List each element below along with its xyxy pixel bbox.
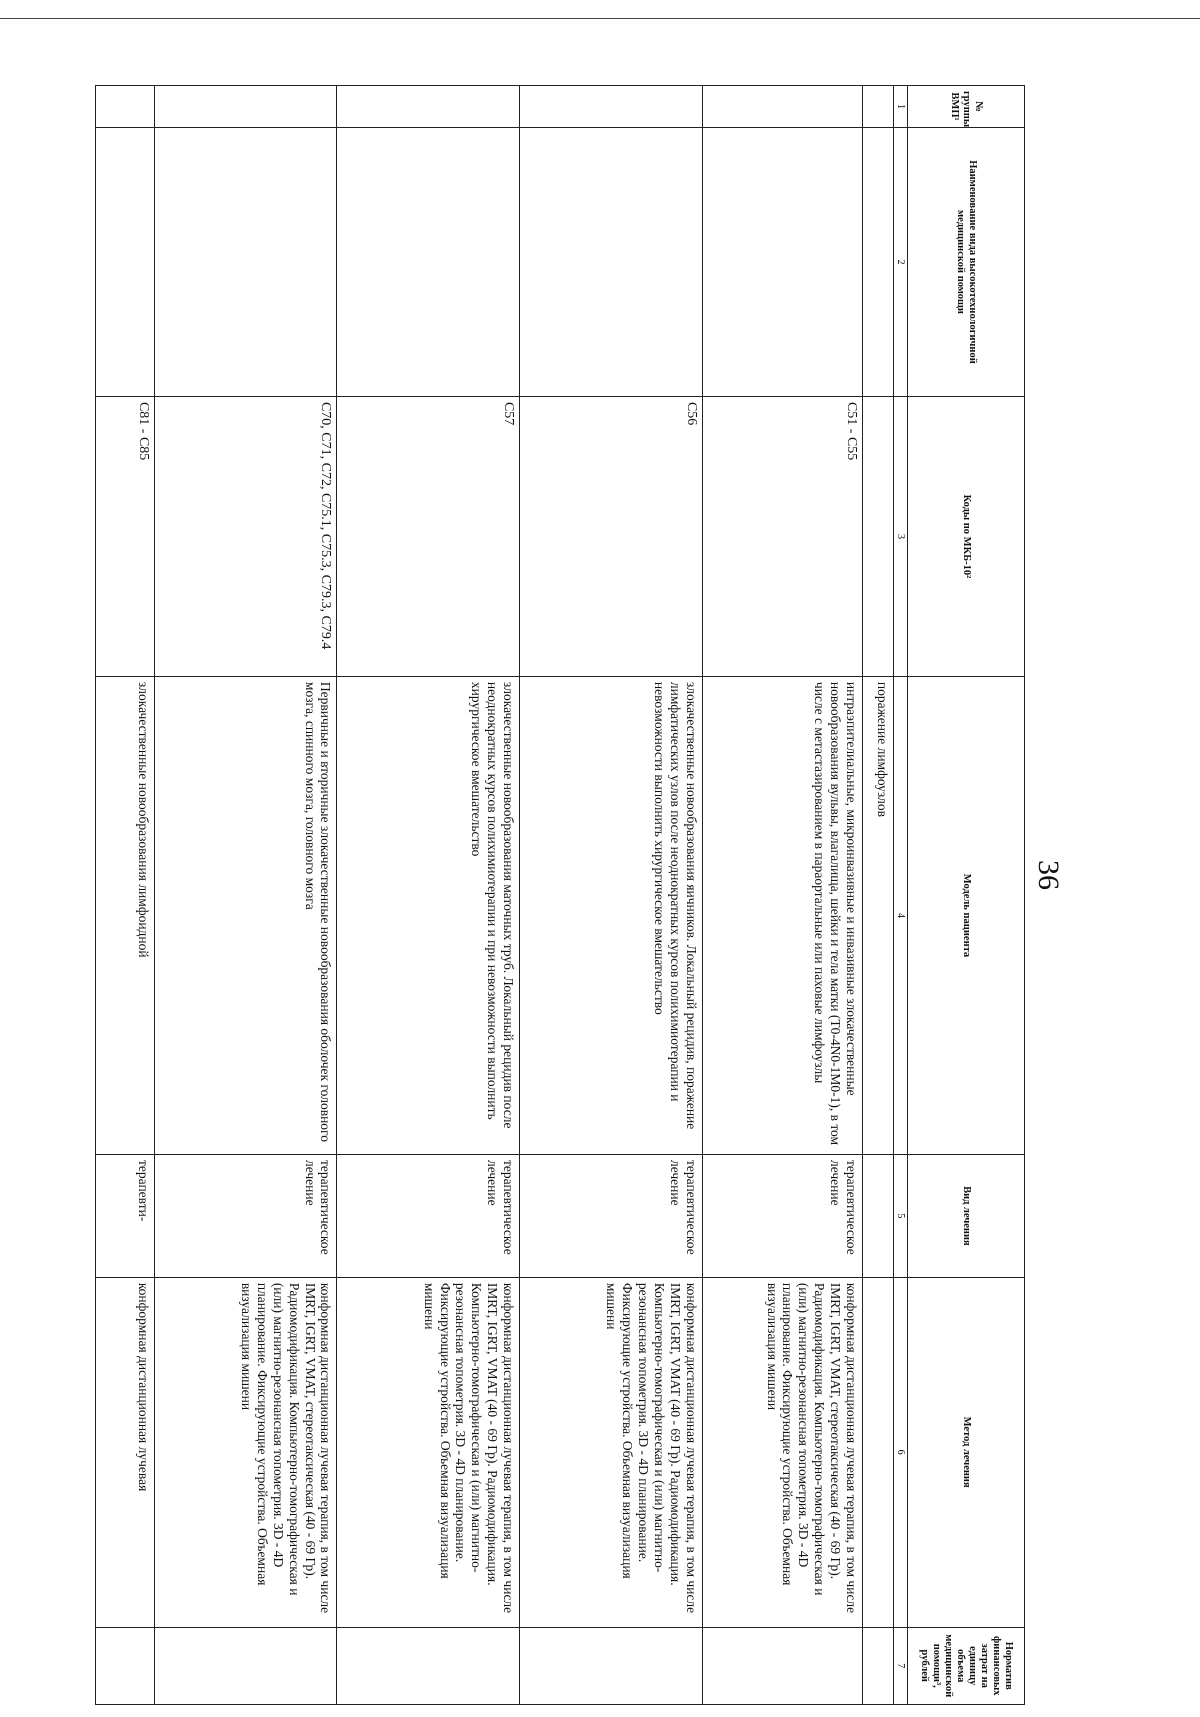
table-cell: [863, 1277, 893, 1627]
top-border-line: [0, 18, 1200, 19]
column-number: 1: [893, 86, 908, 128]
treatment-method-cell: конформная дистанционная лучевая терапия, в том числе IMRT, IGRT, VMAT, стереотаксическая (40 - 69 Гр). Радиомодификация. Компьютерно-томографическая и (или) магнитно-резонансная топометрия. 3D - 4D планирование. Фиксирующие устройства. Объемная визуализация мишени: [154, 1277, 337, 1627]
cost-norm-cell: [337, 1627, 520, 1705]
treatment-method-cell: конформная дистанционная лучевая терапия, в том числе IMRT, IGRT, VMAT, стереотаксическая (40 - 69 Гр). Радиомодификация. Компьютерно-томографическая и (или) магнитно-резонансная топометрия. 3D - 4D планирование. Фиксирующие устройства. Объемная визуализация мишени: [702, 1277, 862, 1627]
table-header-row: [908, 86, 1025, 1705]
table-cell: [863, 1627, 893, 1705]
header-treatment-method: Метод лечения: [908, 1277, 1025, 1627]
page-number: 36: [1032, 860, 1065, 890]
patient-model-cell: злокачественные новообразования лимфоидной: [96, 676, 155, 1154]
patient-model-cell: злокачественные новообразования маточных труб. Локальный рецидив после неоднократных курсов полихимиотерапии и при невозможности выполнить хирургическое вмешательство: [337, 676, 520, 1154]
header-patient-model: Модель пациента: [908, 676, 1025, 1154]
column-number-row: [893, 86, 908, 1705]
header-icd-codes: Коды по МКБ-10²: [908, 396, 1025, 676]
icd-codes-cell: C57: [337, 396, 520, 676]
treatment-method-cell: конформная дистанционная лучевая терапия, в том числе IMRT, IGRT, VMAT (40 - 69 Гр). Радиомодификация. Компьютерно-томографическая и (или) магнитно-резонансная топометрия. 3D - 4D планирование. Фиксирующие устройства. Объемная визуализация мишени: [337, 1277, 520, 1627]
header-treatment-type: Вид лечения: [908, 1154, 1025, 1277]
table-row: [520, 86, 703, 1705]
table-cell: [863, 396, 893, 676]
table-cell: [702, 86, 862, 128]
column-number: 7: [893, 1627, 908, 1705]
patient-model-cell: интраэпителиальные, микроинвазивные и инвазивные злокачественные новообразования вульвы, влагалища, шейки и тела матки (T0-4N0-1M0-1), в том числе с метастазированием в параортальные или паховые лимфоузлы: [702, 676, 862, 1154]
treatment-method-cell: конформная дистанционная лучевая: [96, 1277, 155, 1627]
table-cell: [520, 86, 703, 128]
treatment-type-cell: терапевти-: [96, 1154, 155, 1277]
table-row: [337, 86, 520, 1705]
table-cell: [154, 86, 337, 128]
table-cell: [863, 128, 893, 397]
table-cell: [337, 86, 520, 128]
column-number: 5: [893, 1154, 908, 1277]
table-cell: [520, 128, 703, 397]
treatment-method-cell: конформная дистанционная лучевая терапия, в том числе IMRT, IGRT, VMAT (40 - 69 Гр). Радиомодификация. Компьютерно-томографическая и (или) магнитно-резонансная топометрия. 3D - 4D планирование. Фиксирующие устройства. Объемная визуализация мишени: [520, 1277, 703, 1627]
vmp-table: [95, 85, 1025, 1705]
table-cell: [154, 128, 337, 397]
table-cell: [863, 86, 893, 128]
table-cell: [702, 128, 862, 397]
icd-codes-cell: C70, C71, C72, C75.1, C75.3, C79.3, C79.4: [154, 396, 337, 676]
table-row: [154, 86, 337, 1705]
patient-model-cell: Первичные и вторичные злокачественные новообразования оболочек головного мозга, спинного мозга, головного мозга: [154, 676, 337, 1154]
table-cell: [337, 128, 520, 397]
column-number: 6: [893, 1277, 908, 1627]
icd-codes-cell: C81 - C85: [96, 396, 155, 676]
header-group-number: № группы ВМП¹: [908, 86, 1025, 128]
patient-model-cell: злокачественные новообразования яичников. Локальный рецидив, поражение лимфатических узлов после неоднократных курсов полихимиотерапии и невозможности выполнить хирургическое вмешательство: [520, 676, 703, 1154]
icd-codes-cell: C51 - C55: [702, 396, 862, 676]
treatment-type-cell: терапевтическое лечение: [520, 1154, 703, 1277]
table-cell: [863, 1154, 893, 1277]
header-cost-norm: Норматив финансовых затрат на единицу объема медицинской помощи³, рублей: [908, 1627, 1025, 1705]
table-row: [702, 86, 862, 1705]
treatment-type-cell: терапевтическое лечение: [154, 1154, 337, 1277]
cost-norm-cell: [154, 1627, 337, 1705]
header-care-type: Наименование вида высокотехнологичной медицинской помощи: [908, 128, 1025, 397]
rotated-table-container: [95, 85, 1025, 1705]
treatment-type-cell: терапевтическое лечение: [337, 1154, 520, 1277]
column-number: 3: [893, 396, 908, 676]
cost-norm-cell: [520, 1627, 703, 1705]
table-cell: [96, 86, 155, 128]
column-number: 2: [893, 128, 908, 397]
table-row: [863, 86, 893, 1705]
cost-norm-cell: [702, 1627, 862, 1705]
cost-norm-cell: [96, 1627, 155, 1705]
treatment-type-cell: терапевтическое лечение: [702, 1154, 862, 1277]
column-number: 4: [893, 676, 908, 1154]
continuation-text: поражение лимфоузлов: [863, 676, 893, 1154]
icd-codes-cell: C56: [520, 396, 703, 676]
table-cell: [96, 128, 155, 397]
table-row: [96, 86, 155, 1705]
